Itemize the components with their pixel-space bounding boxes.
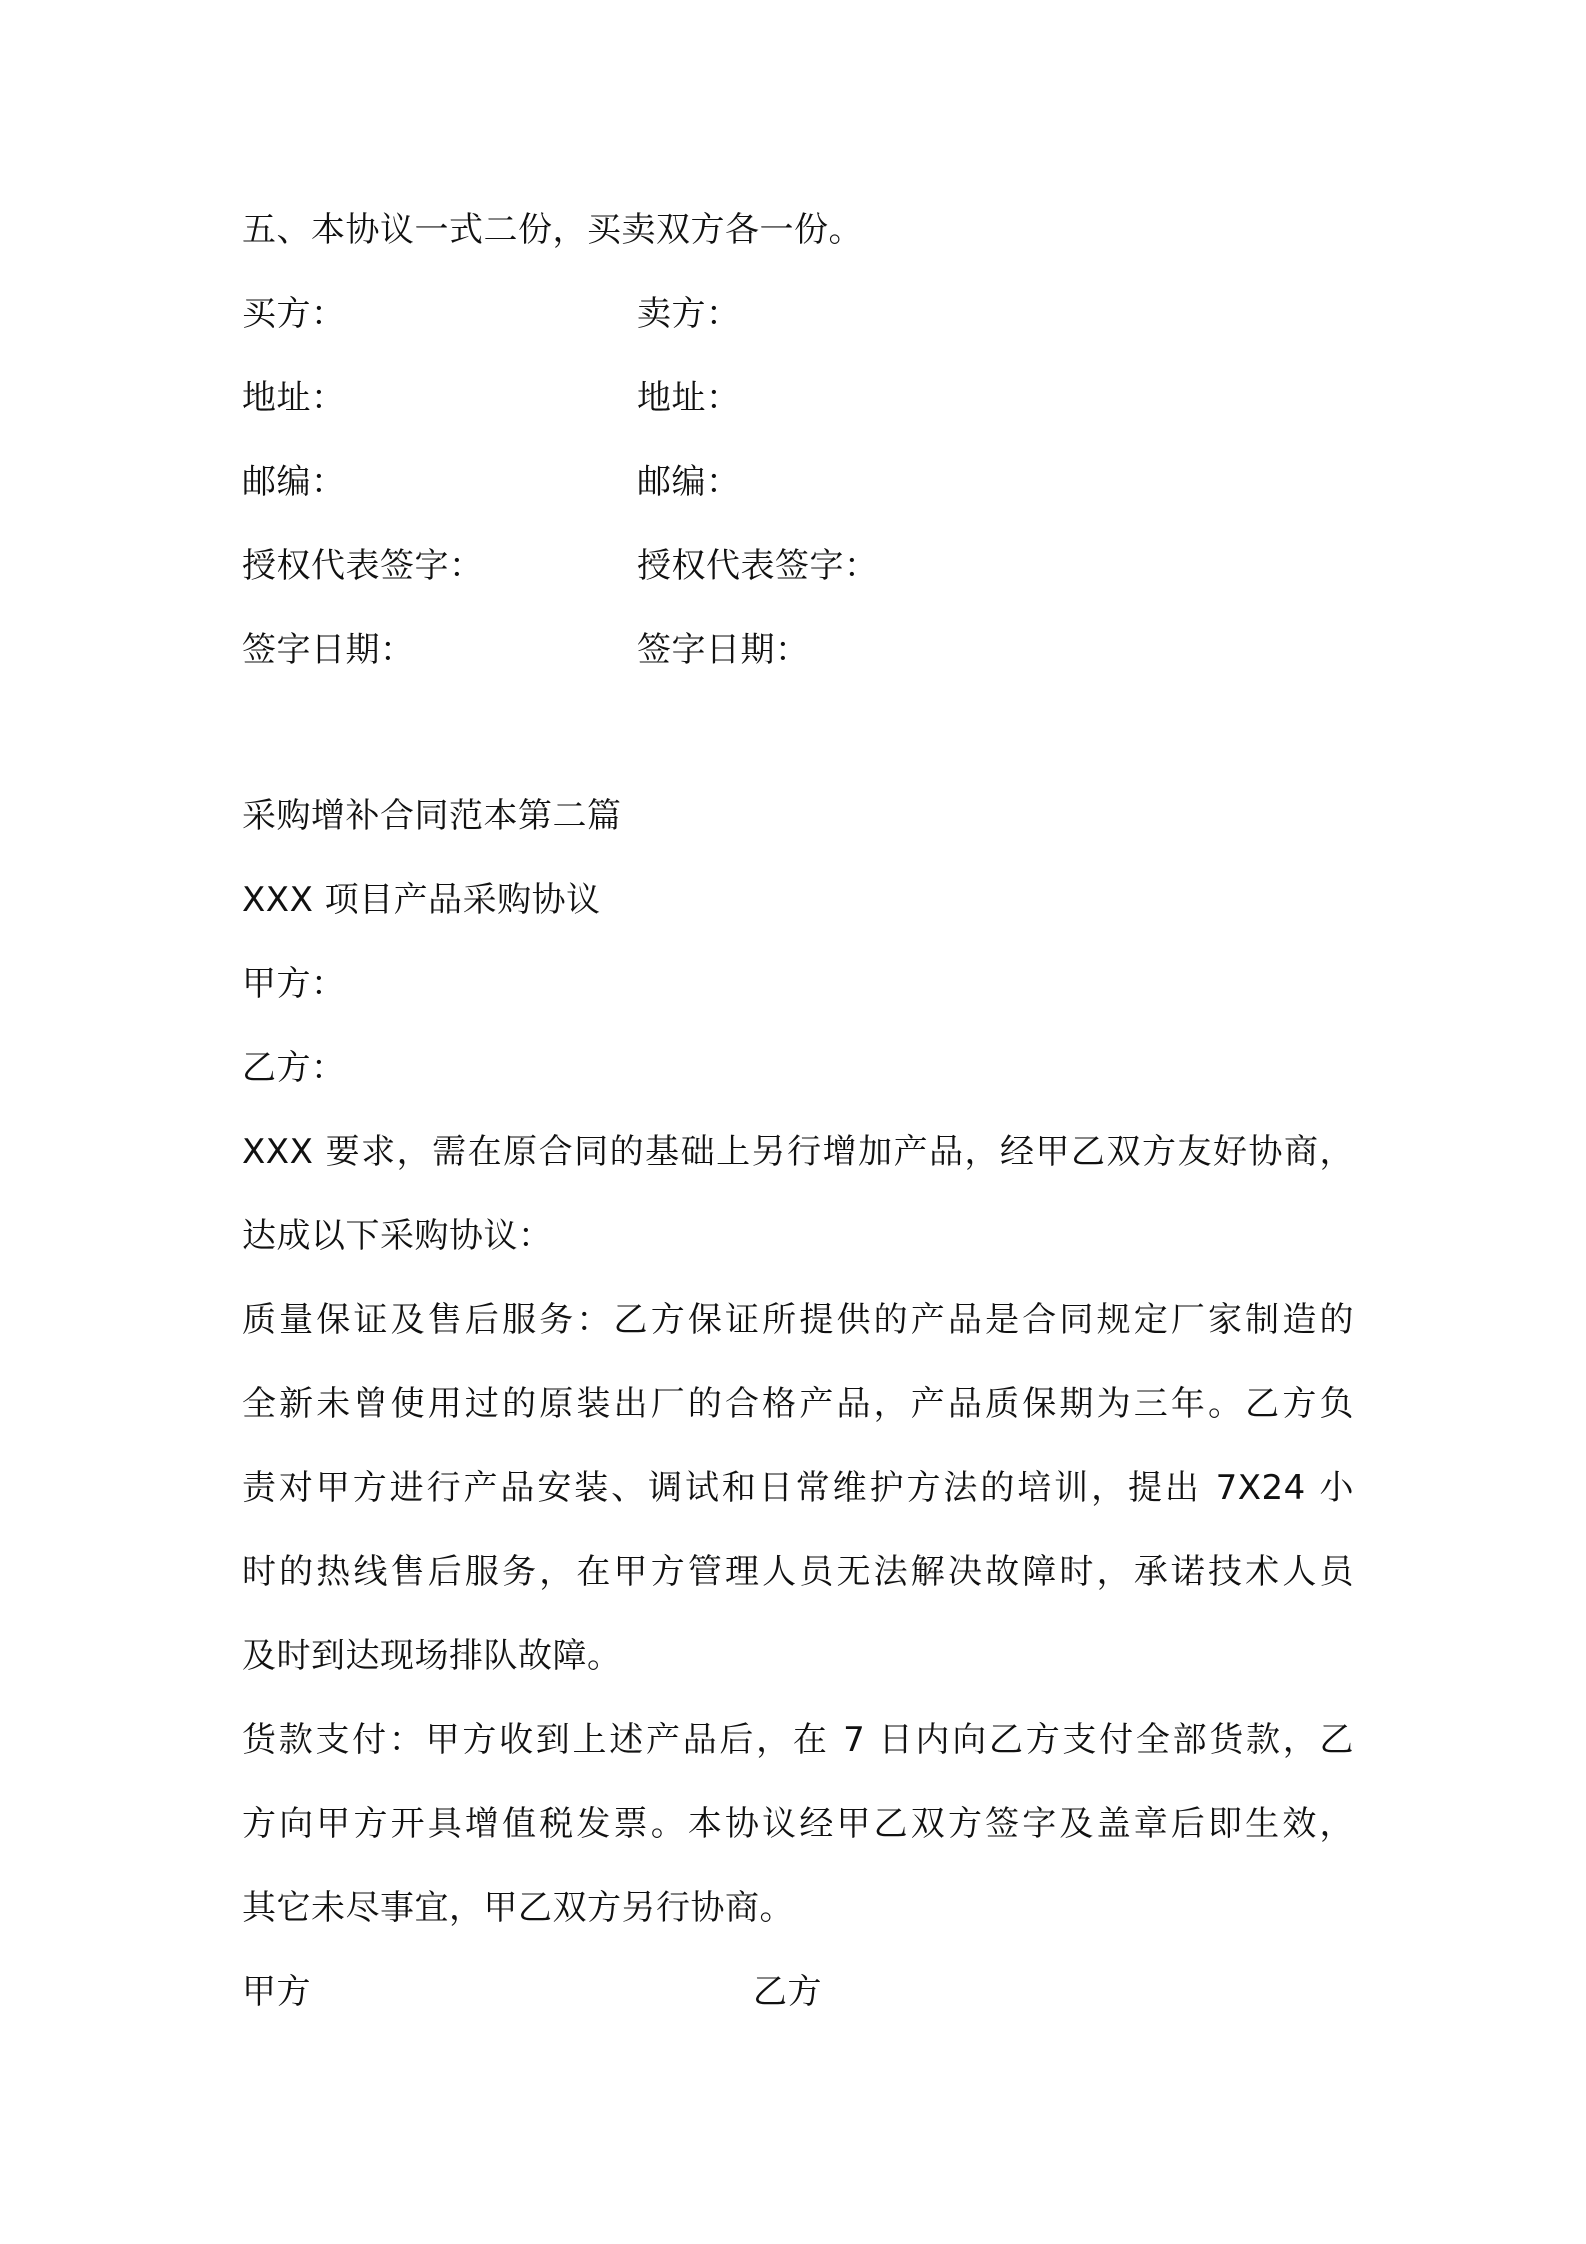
seller-sign-date-label: 签字日期： (637, 630, 810, 670)
quality-line: 全新未曾使用过的原装出厂的合格产品，产品质保期为三年。乙方负 (242, 1384, 1354, 1424)
seller-signature-label: 授权代表签字： (637, 546, 879, 586)
signature-party-b: 乙方 (753, 1972, 822, 2012)
clause-five: 五、本协议一式二份，买卖双方各一份。 (242, 210, 863, 250)
section-heading: 采购增补合同范本第二篇 (242, 796, 622, 836)
buyer-postcode-label: 邮编： (242, 462, 346, 502)
buyer-address-label: 地址： (242, 378, 346, 418)
party-a-label: 甲方： (242, 964, 346, 1004)
buyer-sign-date-label: 签字日期： (242, 630, 415, 670)
quality-line: 责对甲方进行产品安装、调试和日常维护方法的培训，提出 7X24 小 (242, 1468, 1354, 1508)
party-b-label: 乙方： (242, 1048, 346, 1088)
quality-line: 时的热线售后服务，在甲方管理人员无法解决故障时，承诺技术人员 (242, 1552, 1354, 1592)
signature-party-a: 甲方 (242, 1972, 311, 2012)
seller-address-label: 地址： (637, 378, 741, 418)
seller-label: 卖方： (637, 294, 741, 334)
buyer-signature-label: 授权代表签字： (242, 546, 484, 586)
intro-line: XXX 要求，需在原合同的基础上另行增加产品，经甲乙双方友好协商， (242, 1132, 1354, 1172)
buyer-label: 买方： (242, 294, 346, 334)
agreement-title: XXX 项目产品采购协议 (242, 880, 601, 920)
seller-postcode-label: 邮编： (637, 462, 741, 502)
payment-line: 其它未尽事宜，甲乙双方另行协商。 (242, 1888, 794, 1928)
payment-line: 货款支付：甲方收到上述产品后，在 7 日内向乙方支付全部货款，乙 (242, 1720, 1354, 1760)
quality-line: 质量保证及售后服务：乙方保证所提供的产品是合同规定厂家制造的 (242, 1300, 1354, 1340)
payment-line: 方向甲方开具增值税发票。本协议经甲乙双方签字及盖章后即生效， (242, 1804, 1354, 1844)
intro-line: 达成以下采购协议： (242, 1216, 553, 1256)
quality-line: 及时到达现场排队故障。 (242, 1636, 622, 1676)
